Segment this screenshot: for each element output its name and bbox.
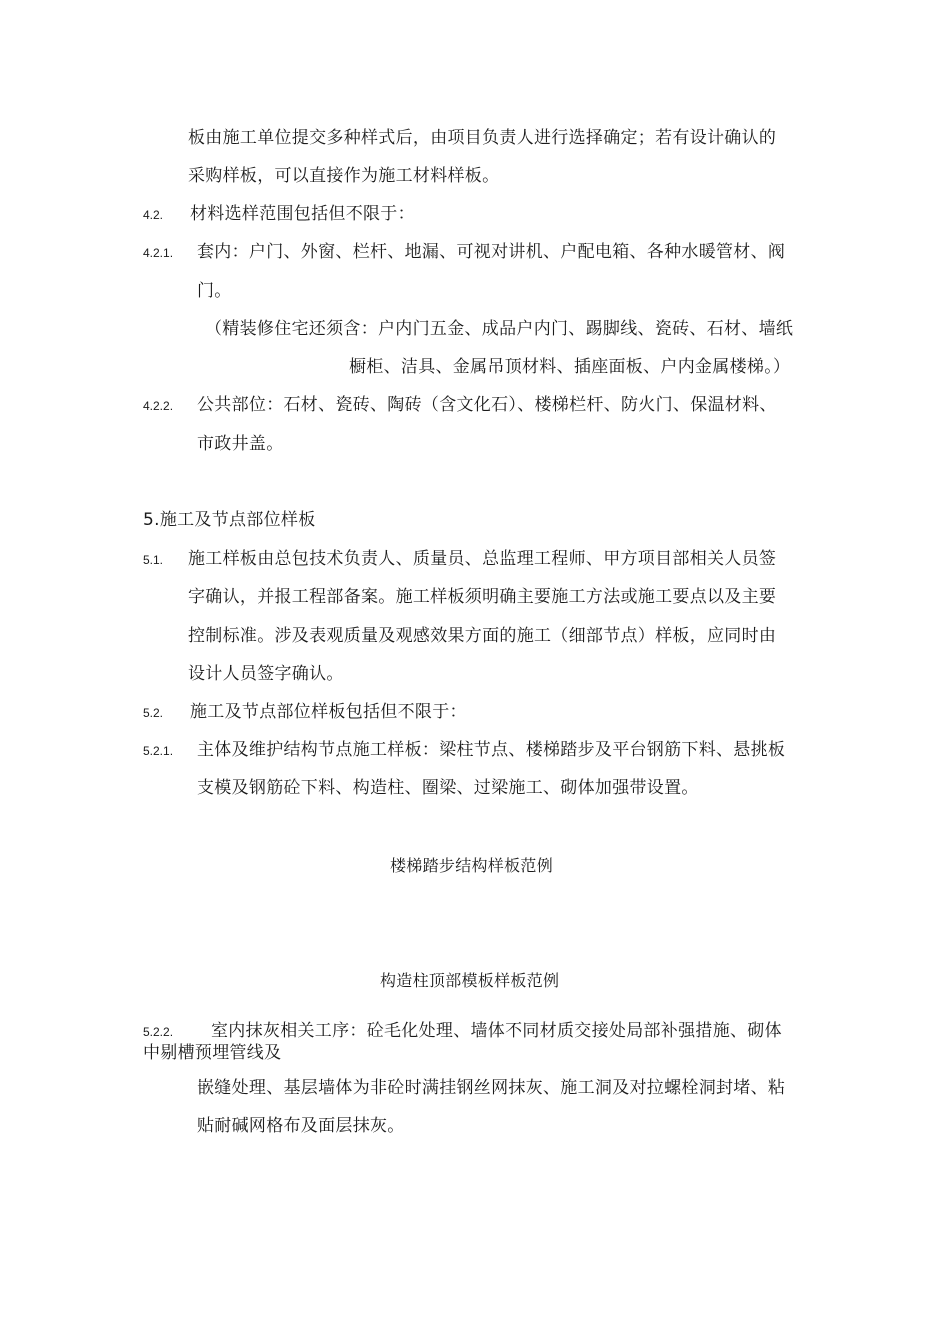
section-4-2-1-line-2: 门。: [197, 281, 232, 301]
section-4-2-2-line-2: 市政井盖。: [197, 434, 284, 454]
section-5-2-2-line-2: 嵌缝处理、基层墙体为非砼时满挂钢丝网抹灰、施工洞及对拉螺栓洞封堵、粘: [197, 1078, 786, 1098]
section-5-1-line-4: 设计人员签字确认。: [188, 664, 344, 684]
section-number-4-2-2: 4.2.2.: [143, 399, 174, 413]
intro-line-1: 板由施工单位提交多种样式后，由项目负责人进行选择确定；若有设计确认的: [188, 128, 777, 148]
section-5-2-text: 施工及节点部位样板包括但不限于：: [190, 702, 467, 722]
section-number-5-2: 5.2.: [143, 706, 164, 720]
section-4-2-1-line-1: 套内：户门、外窗、栏杆、地漏、可视对讲机、户配电箱、各种水暖管材、阀: [197, 242, 786, 262]
stair-sample-caption: 楼梯踏步结构样板范例: [390, 856, 554, 875]
section-5-1-line-2: 字确认，并报工程部备案。施工样板须明确主要施工方法或施工要点以及主要: [188, 587, 777, 607]
section-5-2-1-line-1: 主体及维护结构节点施工样板：梁柱节点、楼梯踏步及平台钢筋下料、悬挑板: [197, 740, 786, 760]
section-4-2-1-note-1: （精装修住宅还须含：户内门五金、成品户内门、踢脚线、瓷砖、石材、墙纸: [205, 319, 794, 339]
section-number-5-2-1: 5.2.1.: [143, 744, 174, 758]
section-5-1-line-3: 控制标准。涉及表观质量及观感效果方面的施工（细部节点）样板，应同时由: [188, 626, 777, 646]
intro-line-2: 采购样板，可以直接作为施工材料样板。: [188, 166, 500, 186]
section-5-2-2-line-3: 贴耐碱网格布及面层抹灰。: [197, 1116, 405, 1136]
section-4-2-1-note-2: 橱柜、洁具、金属吊顶材料、插座面板、户内金属楼梯。）: [349, 357, 791, 377]
section-5-title: 5.施工及节点部位样板: [143, 510, 316, 530]
section-4-2-2-line-1: 公共部位：石材、瓷砖、陶砖（含文化石）、楼梯栏杆、防火门、保温材料、: [197, 395, 777, 415]
section-number-5-1: 5.1.: [143, 553, 164, 567]
column-sample-caption: 构造柱顶部模板样板范例: [380, 971, 560, 990]
section-number-4-2: 4.2.: [143, 208, 164, 222]
section-5-2-2-line-1b: 中剔槽预埋管线及: [143, 1043, 282, 1063]
section-5-1-line-1: 施工样板由总包技术负责人、质量员、总监理工程师、甲方项目部相关人员签: [188, 549, 777, 569]
section-5-2-1-line-2: 支模及钢筋砼下料、构造柱、圈梁、过梁施工、砌体加强带设置。: [197, 778, 699, 798]
section-number-5-2-2: 5.2.2.: [143, 1025, 174, 1039]
section-number-4-2-1: 4.2.1.: [143, 246, 174, 260]
section-4-2-text: 材料选样范围包括但不限于：: [190, 204, 415, 224]
section-5-2-2-line-1: 室内抹灰相关工序：砼毛化处理、墙体不同材质交接处局部补强措施、砌体: [211, 1021, 782, 1041]
